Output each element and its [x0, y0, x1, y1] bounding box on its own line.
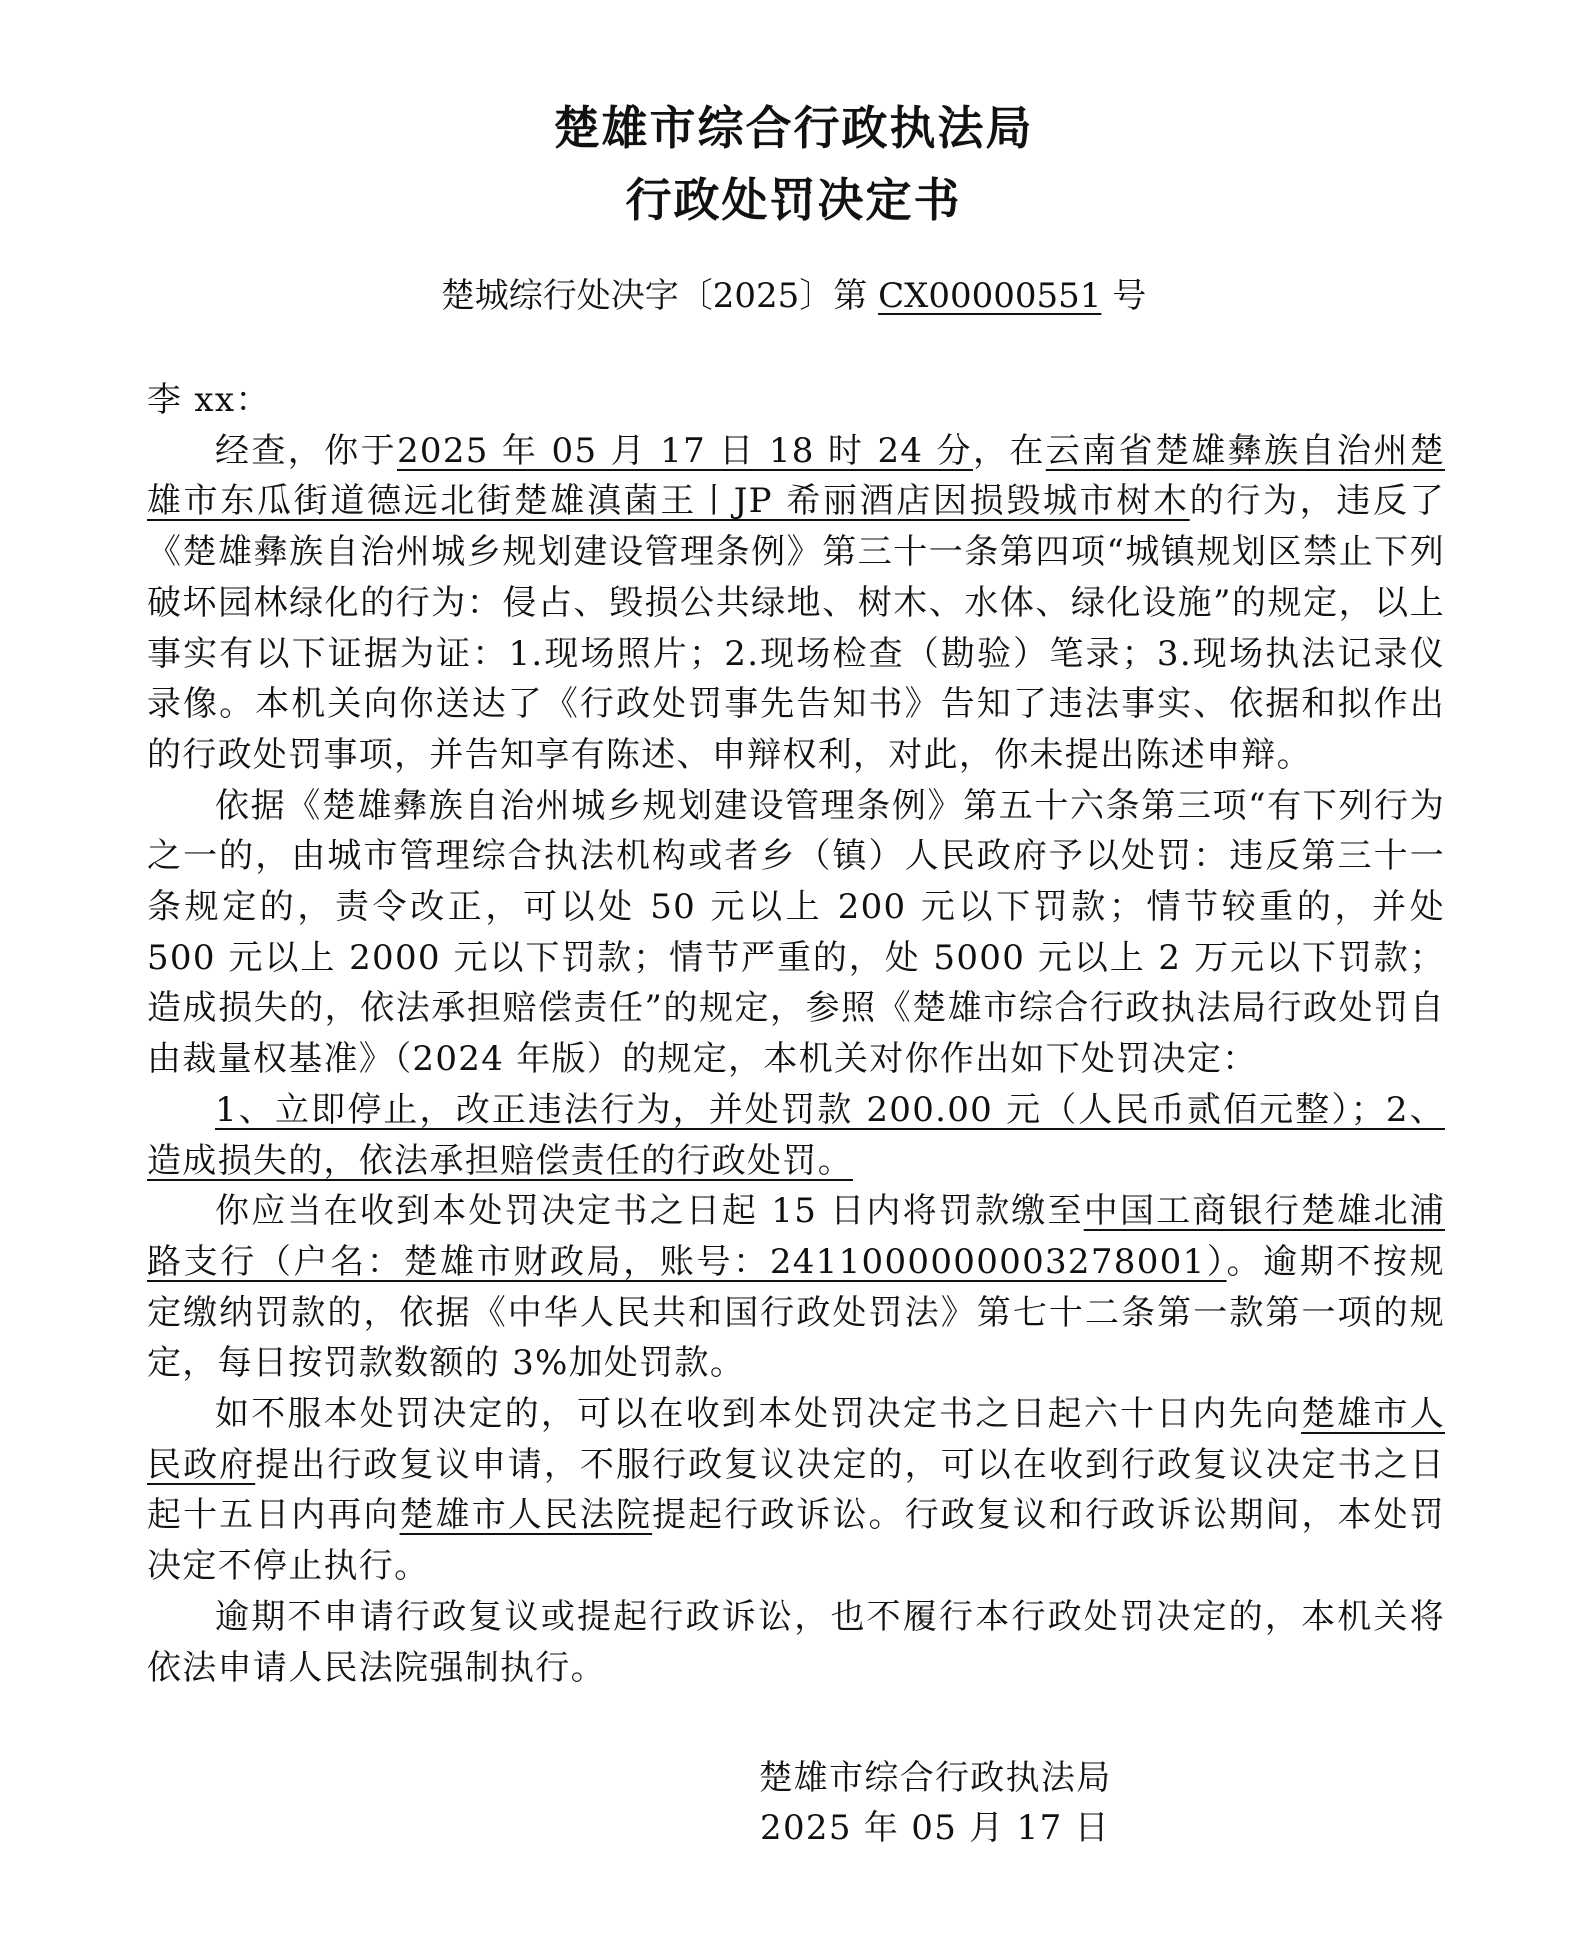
document-body [147, 375, 1445, 1693]
paragraph-payment [147, 1186, 1445, 1389]
paragraph-decision [147, 1085, 1445, 1186]
appeal-intro: 如不服本处罚决定的，可以在收到本处罚决定书之日起六十日内先向 [215, 1394, 1302, 1435]
paragraph-appeal [147, 1389, 1445, 1592]
appeal-middle: 提出行政复议申请，不服行政复议决定的，可以在收到行政复议决定书之日起十五日内再向 [147, 1444, 1445, 1536]
signature-organization: 楚雄市综合行政执法局 [758, 1758, 1112, 1798]
facts-detail: 的行为，违反了《楚雄彝族自治州城乡规划建设管理条例》第三十一条第四项“城镇规划区禁止下列破坏园林绿化的行为：侵占、毁损公共绿地、树木、水体、绿化设施”的规定，以上事实有以下证据为证：1.现场照片；2.现场检查（勘验）笔录；3.现场执法记录仪录像。本机关向你送达了《行政处罚事先告知书》告知了违法事实、依据和拟作出的行政处罚事项，并告知享有陈述、申辩权利，对此，你未提出陈述申辩。 [147, 481, 1445, 775]
appeal-end: 提起行政诉讼。行政复议和行政诉讼期间，本处罚决定不停止执行。 [147, 1495, 1445, 1587]
document-number: CX00000551 [878, 276, 1102, 316]
litigation-court: 楚雄市人民法院 [399, 1495, 653, 1536]
agency-title: 楚雄市综合行政执法局 [553, 101, 1034, 155]
reconsideration-authority: 楚雄市人民政府 [147, 1394, 1446, 1485]
violation-time: 2025 年 05 月 17 日 18 时 24 分 [396, 430, 973, 471]
document-number-line [0, 268, 1587, 317]
paragraph-enforcement: 逾期不申请行政复议或提起行政诉讼，也不履行本行政处罚决定的，本机关将依法申请人民法院强制执行。 [147, 1596, 1445, 1688]
payment-bank-account: 中国工商银行楚雄北浦路支行（户名：楚雄市财政局，账号：2411000000003278001） [147, 1191, 1446, 1282]
salutation: 李 xx： [147, 380, 271, 420]
violation-location: 云南省楚雄彝族自治州楚雄市东瓜街道德远北街楚雄滇菌王丨JP 希丽酒店因损毁城市树木 [147, 430, 1446, 522]
document-type-title: 行政处罚决定书 [625, 173, 962, 227]
document-number-suffix: 号 [1101, 276, 1147, 316]
paragraph-facts [147, 426, 1445, 781]
payment-late-fee: 。逾期不按规定缴纳罚款的，依据《中华人民共和国行政处罚法》第七十二条第一款第一项的规定，每日按罚款数额的 3%加处罚款。 [147, 1241, 1445, 1384]
payment-intro: 你应当在收到本处罚决定书之日起 15 日内将罚款缴至 [215, 1191, 1084, 1232]
facts-connector: ，在 [972, 430, 1046, 471]
penalty-decision: 1、立即停止，改正违法行为，并处罚款 200.00 元（人民币贰佰元整）；2、造成损失的，依法承担赔偿责任的行政处罚。 [147, 1089, 1445, 1181]
signature-date: 2025 年 05 月 17 日 [760, 1808, 1110, 1848]
document-number-prefix: 楚城综行处决字〔2025〕第 [440, 276, 879, 316]
facts-intro: 经查，你于 [215, 430, 397, 471]
paragraph-legal-basis: 依据《楚雄彝族自治州城乡规划建设管理条例》第五十六条第三项“有下列行为之一的，由城市管理综合执法机构或者乡（镇）人民政府予以处罚：违反第三十一条规定的，责令改正，可以处 50 元以上 200 元以下罚款；情节较重的，并处 500 元以上 2000 元以下罚款；情节严重的，处 5000 元以上 2 万元以下罚款；造成损失的，依法承担赔偿责任”的规定，参照《楚雄市综合行政执法局行政处罚自由裁量权基准》（2024 年版）的规定，本机关对你作出如下处罚决定： [147, 785, 1445, 1080]
